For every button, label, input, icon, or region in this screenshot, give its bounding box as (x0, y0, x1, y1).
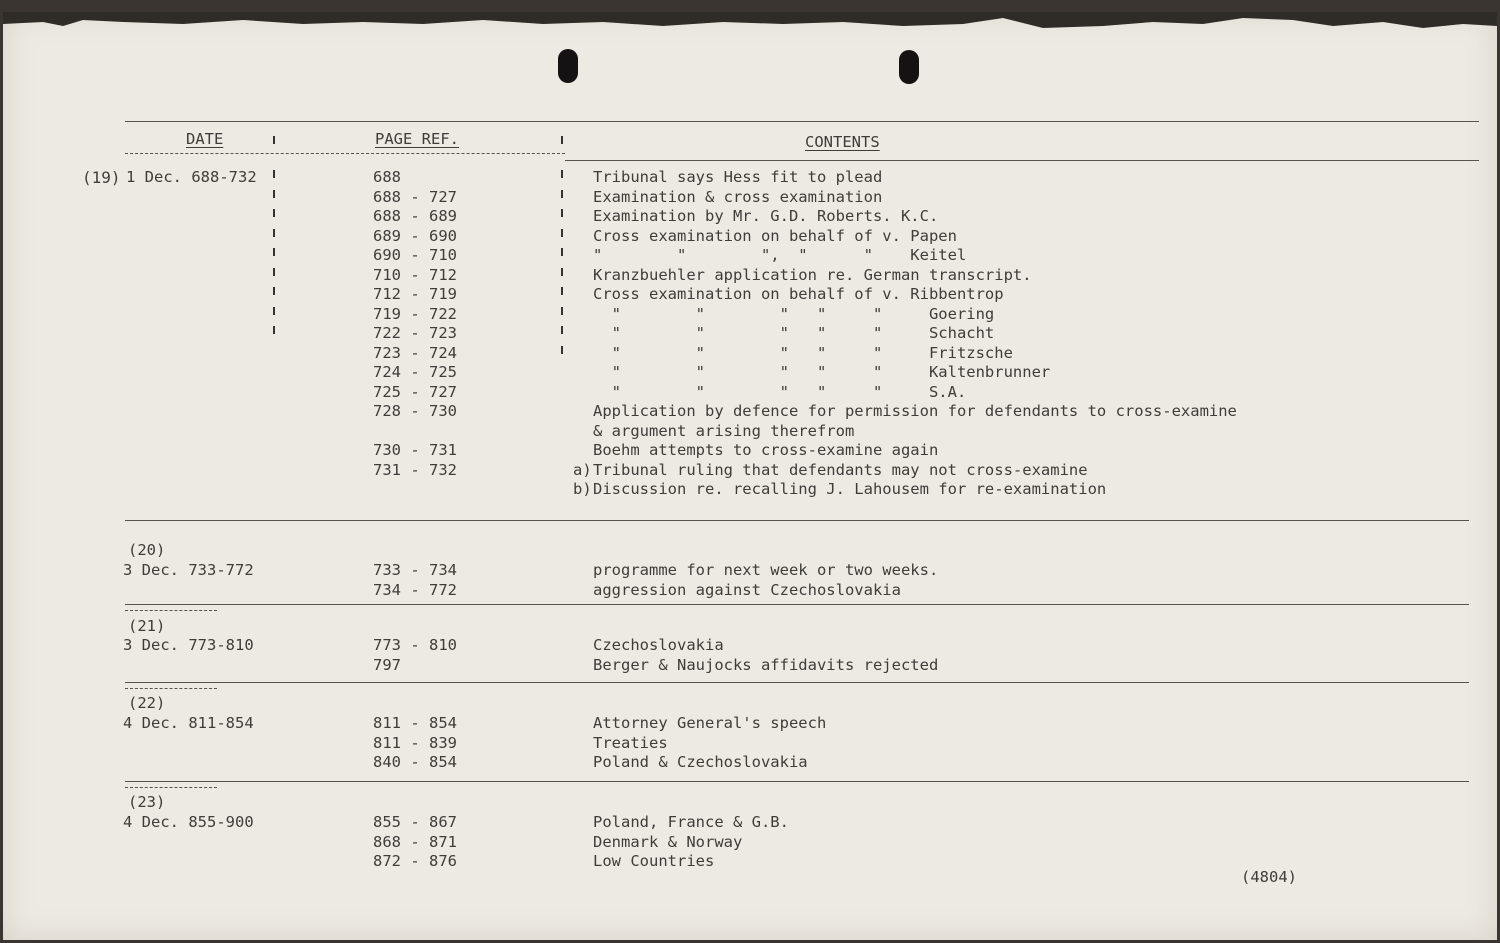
page-ref: 728 - 730 (373, 402, 457, 420)
page-ref: 725 - 727 (373, 382, 457, 401)
entry-text: Berger & Naujocks affidavits rejected (593, 655, 939, 674)
entry-text: Denmark & Norway (593, 832, 743, 851)
header-rule-bottom-1 (125, 153, 565, 154)
entry-text: Czechoslovakia (593, 636, 724, 654)
entry-text: Poland, France & G.B. (593, 813, 789, 831)
entry-text: Tribunal ruling that defendants may not cross-examine (593, 460, 1088, 479)
section-number: (21) (128, 617, 166, 635)
page-ref: 811 - 854 (373, 714, 457, 732)
section-date: 4 Dec. 811-854 (123, 714, 254, 732)
entry-text: " " " " " Kaltenbrunner (593, 363, 1051, 381)
column-tick-mark (561, 307, 567, 315)
column-tick-mark (561, 346, 567, 354)
entry-text: programme for next week or two weeks. (593, 561, 939, 579)
section-date: 1 Dec. 688-732 (126, 168, 257, 186)
entry-text: Examination by Mr. G.D. Roberts. K.C. (593, 207, 939, 225)
header-page-ref: PAGE REF. (375, 130, 459, 148)
entry-marker: b) (573, 480, 592, 498)
column-tick-mark (561, 229, 567, 237)
document-number: (4804) (1241, 868, 1297, 886)
column-tick-mark (561, 136, 567, 144)
page-ref: 733 - 734 (373, 561, 457, 579)
page-ref: 868 - 871 (373, 832, 457, 851)
entry-text: Treaties (593, 733, 668, 752)
column-tick-mark (273, 209, 279, 217)
section-rule (125, 682, 1469, 683)
entry-marker: a) (573, 460, 592, 479)
entry-text: Poland & Czechoslovakia (593, 753, 808, 771)
page-ref: 719 - 722 (373, 304, 457, 323)
entry-text: Cross examination on behalf of v. Papen (593, 226, 957, 245)
entry-text: " " " " " Schacht (593, 324, 995, 342)
header-date: DATE (186, 130, 224, 148)
column-tick-mark (561, 190, 567, 198)
page-ref: 724 - 725 (373, 363, 457, 381)
header-rule-top (125, 121, 1479, 122)
punch-hole-right (899, 50, 919, 84)
column-tick-mark (561, 326, 567, 334)
entry-text: Boehm attempts to cross-examine again (593, 441, 939, 459)
entry-text: " " " " " Goering (593, 304, 995, 323)
entry-text: Tribunal says Hess fit to plead (593, 168, 883, 186)
page-ref: 730 - 731 (373, 441, 457, 459)
page-ref: 840 - 854 (373, 753, 457, 771)
section-number: (23) (128, 793, 166, 811)
page-ref: 688 - 689 (373, 207, 457, 225)
document-page (3, 12, 1497, 940)
page-ref: 872 - 876 (373, 852, 457, 870)
entry-text: " " " " " Fritzsche (593, 343, 1013, 362)
entry-text: & argument arising therefrom (593, 421, 855, 440)
page-ref: 773 - 810 (373, 636, 457, 654)
column-tick-mark (273, 307, 279, 315)
column-tick-mark (273, 326, 279, 334)
page-ref: 731 - 732 (373, 460, 457, 479)
section-rule (125, 781, 1469, 782)
entry-text: Attorney General's speech (593, 714, 827, 732)
header-rule-bottom-2 (565, 160, 1479, 161)
column-tick-mark (273, 248, 279, 256)
page-ref: 734 - 772 (373, 580, 457, 599)
page-ref: 797 (373, 655, 401, 674)
column-tick-mark (561, 209, 567, 217)
entry-text: Discussion re. recalling J. Lahousem for re-examination (593, 480, 1107, 498)
page-ref: 811 - 839 (373, 733, 457, 752)
column-tick-mark (273, 268, 279, 276)
entry-text: " " ", " " Keitel (593, 246, 967, 264)
column-tick-mark (273, 190, 279, 198)
page-ref: 689 - 690 (373, 226, 457, 245)
entry-text: " " " " " S.A. (593, 382, 967, 401)
torn-top-edge (3, 12, 1497, 34)
section-rule (125, 520, 1469, 521)
page-ref: 690 - 710 (373, 246, 457, 264)
column-tick-mark (273, 287, 279, 295)
page-ref: 723 - 724 (373, 343, 457, 362)
column-tick-mark (561, 248, 567, 256)
page-ref: 722 - 723 (373, 324, 457, 342)
section-number: (20) (128, 541, 166, 559)
entry-text: Application by defence for permission for defendants to cross-examine (593, 402, 1237, 420)
page-ref: 688 - 727 (373, 187, 457, 206)
section-date: 3 Dec. 773-810 (123, 636, 254, 654)
punch-hole-left (558, 49, 578, 83)
section-number: (22) (128, 694, 166, 712)
section-date: 3 Dec. 733-772 (123, 561, 254, 579)
entry-text: Low Countries (593, 852, 715, 870)
column-tick-mark (273, 136, 279, 144)
section-number-rule (125, 688, 217, 689)
column-tick-mark (561, 268, 567, 276)
section-number-rule (125, 610, 217, 611)
column-tick-mark (273, 170, 279, 178)
section-number-rule (125, 787, 217, 788)
entry-text: Kranzbuehler application re. German transcript. (593, 265, 1032, 284)
column-tick-mark (561, 170, 567, 178)
entry-text: Cross examination on behalf of v. Ribbentrop (593, 285, 1004, 303)
page-ref: 710 - 712 (373, 265, 457, 284)
section-date: 4 Dec. 855-900 (123, 813, 254, 831)
page-ref: 712 - 719 (373, 285, 457, 303)
section-rule (125, 604, 1469, 605)
page-ref: 688 (373, 168, 401, 186)
header-contents: CONTENTS (805, 133, 880, 151)
entry-text: aggression against Czechoslovakia (593, 580, 901, 599)
section-number: (19) (82, 168, 121, 187)
column-tick-mark (273, 229, 279, 237)
page-ref: 855 - 867 (373, 813, 457, 831)
column-tick-mark (561, 287, 567, 295)
entry-text: Examination & cross examination (593, 187, 883, 206)
